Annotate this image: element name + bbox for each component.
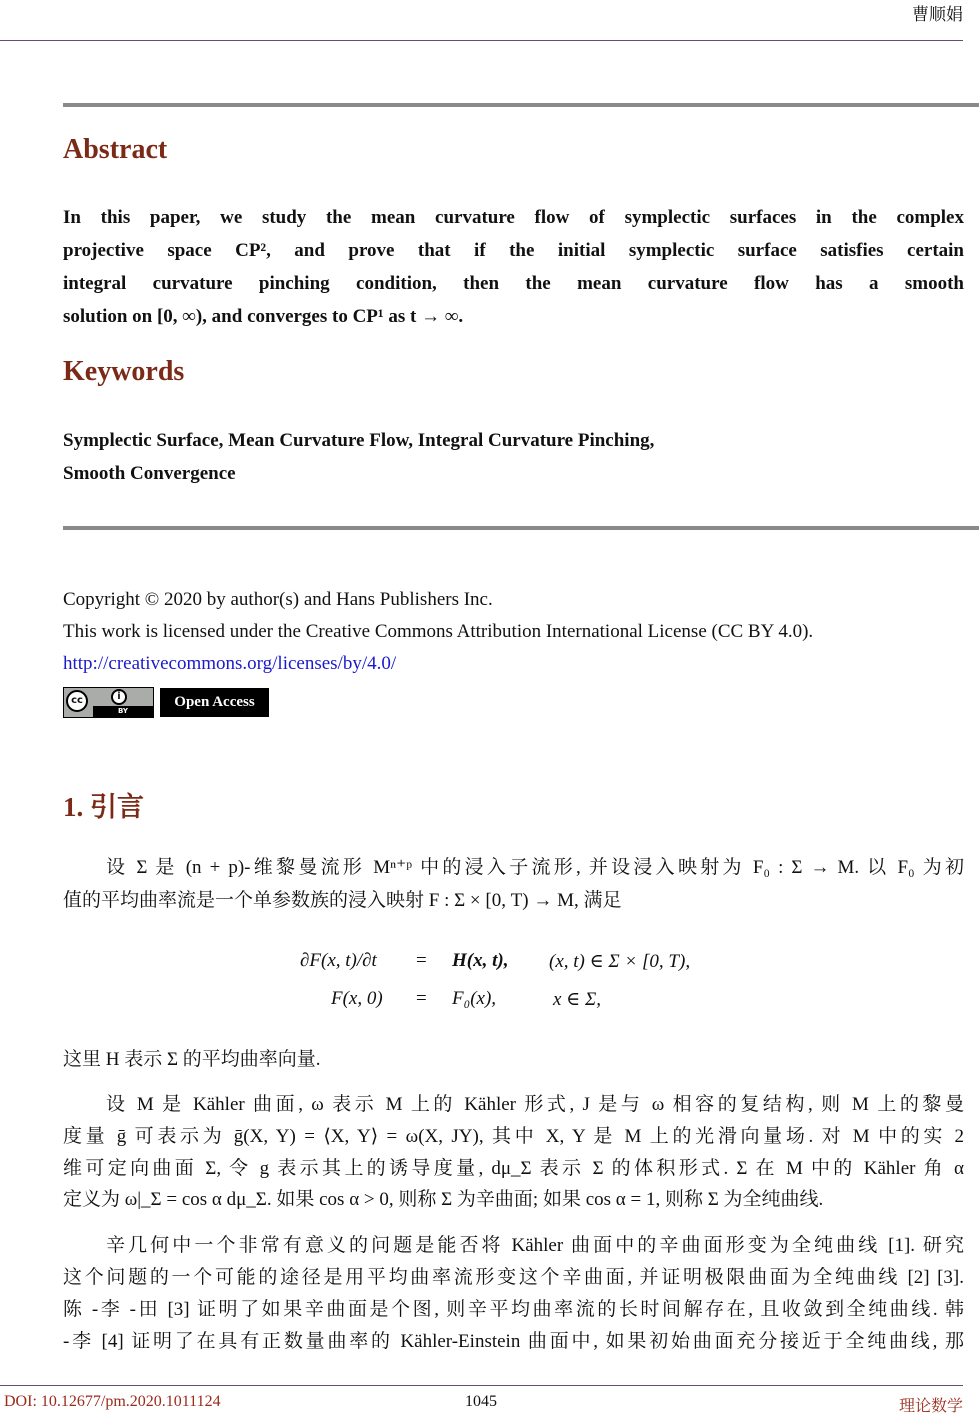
section-heading: 1. 引言 [63,792,144,822]
eq1-rhs: H(x, t), [452,950,509,971]
copyright-text: Copyright © 2020 by author(s) and Hans Publishers Inc. [63,589,493,610]
body-line: 这里 H 表示 Σ 的平均曲率向量. [63,1049,321,1070]
keywords-line: Smooth Convergence [63,463,236,484]
abstract-line: In this paper, we study the mean curvature flow of symplectic surfaces in the complex [63,207,964,228]
footer-page-number: 1045 [465,1393,497,1410]
top-rule [63,103,979,107]
body-line: -李 [4] 证明了在具有正数量曲率的 Kähler-Einstein 曲面中, 如果初始曲面充分接近于全纯曲线, 那 [63,1331,964,1352]
footer-doi[interactable]: DOI: 10.12677/pm.2020.1011124 [4,1393,221,1410]
attribution-icon: i [111,689,127,705]
cc-icon: cc [66,690,88,712]
body-line: 值的平均曲率流是一个单参数族的浸入映射 F : Σ × [0, T) → M, 满足 [63,890,622,911]
footer-journal: 理论数学 [898,1398,963,1415]
body-line: 设 M 是 Kähler 曲面, ω 表示 M 上的 Kähler 形式, J 是与 ω 相容的复结构, 则 M 上的黎曼 [106,1094,964,1115]
eq1-lhs: ∂F(x, t)/∂t [300,950,377,971]
body-line: 定义为 ω|_Σ = cos α dμ_Σ. 如果 cos α > 0, 则称 Σ 为辛曲面; 如果 cos α = 1, 则称 Σ 为全纯曲线. [63,1189,824,1210]
by-label: BY [93,706,153,717]
body-line: 度量 ḡ 可表示为 ḡ(X, Y) = ⟨X, Y⟩ = ω(X, JY), 其中 X, Y 是 M 上的光滑向量场. 对 M 中的实 2 [63,1126,964,1147]
license-link[interactable]: http://creativecommons.org/licenses/by/4.0/ [63,653,397,674]
abstract-line: projective space CP², and prove that if the initial symplectic surface satisfies certain [63,240,964,261]
eq2-rhs: F₀(x), [452,988,497,1009]
abstract-line: solution on [0, ∞), and converges to CP¹ as t → ∞. [63,306,464,327]
body-line: 维可定向曲面 Σ, 令 g 表示其上的诱导度量, dμ_Σ 表示 Σ 的体积形式. Σ 在 M 中的 Kähler 角 α [63,1158,964,1179]
cc-by-badge[interactable] [63,687,154,718]
running-header-author: 曹顺娟 [912,5,963,24]
footer-divider [0,1385,963,1386]
body-line: 陈 -李 -田 [3] 证明了如果辛曲面是个图, 则辛平均曲率流的长时间解存在, 且收敛到全纯曲线. 韩 [63,1299,964,1320]
eq2-condition: x ∈ Σ, [553,989,602,1010]
body-line: 设 Σ 是 (n + p)-维黎曼流形 Mⁿ⁺ᵖ 中的浸入子流形, 并设浸入映射为 F₀ : Σ → M. 以 F₀ 为初 [106,857,964,878]
open-access-badge: Open Access [160,688,269,717]
eq2-lhs: F(x, 0) [331,988,383,1009]
abstract-heading: Abstract [63,134,168,165]
body-line: 辛几何中一个非常有意义的问题是能否将 Kähler 曲面中的辛曲面形变为全纯曲线 [1]. 研究 [106,1235,964,1256]
header-divider [0,40,963,41]
license-text: This work is licensed under the Creative Commons Attribution International License (CC BY 4.0). [63,621,814,642]
keywords-rule [63,526,979,530]
keywords-heading: Keywords [63,356,185,387]
eq1-equals: = [416,950,427,971]
eq1-condition: (x, t) ∈ Σ × [0, T), [549,951,691,972]
body-line: 这个问题的一个可能的途径是用平均曲率流形变这个辛曲面, 并证明极限曲面为全纯曲线 [2] [3]. [63,1267,964,1288]
keywords-line: Symplectic Surface, Mean Curvature Flow, Integral Curvature Pinching, [63,430,655,451]
abstract-line: integral curvature pinching condition, then the mean curvature flow has a smooth [63,273,964,294]
eq2-equals: = [416,988,427,1009]
